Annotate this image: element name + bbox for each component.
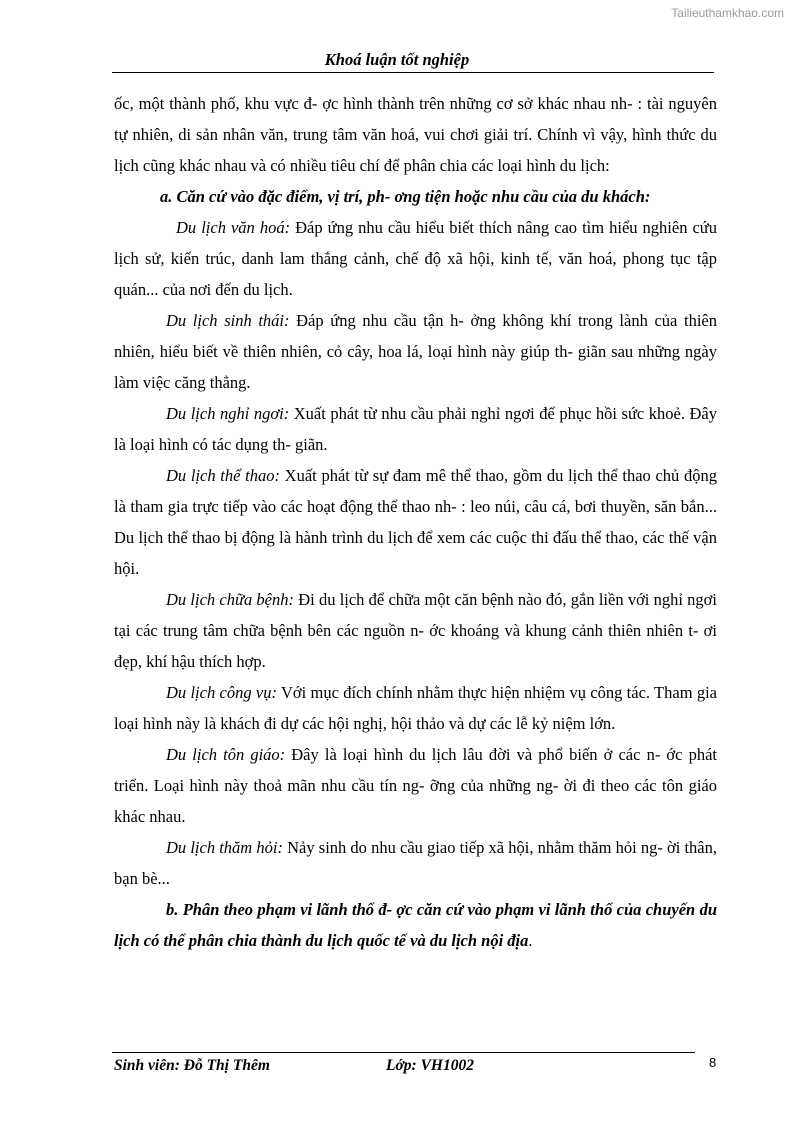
term-label: Du lịch tôn giáo: [166,745,286,764]
section-heading-b-period: . [528,931,533,950]
term-label: Du lịch sinh thái: [166,311,290,330]
page-header-title: Khoá luận tốt nghiệp [324,50,470,69]
term-description: Đáp ứng nhu cầu hiểu biết thích nâng cao tìm hiểu nghiên cứu lịch sử, kiến trúc, danh lam thắng cảnh, chế độ xã hội, kinh tế, văn hoá, phong tục tập quán... của nơi đến du lịch. [114,218,717,299]
footer-class-label: Lớp: VH1002 [386,1057,474,1074]
paragraph-business-tourism [114,677,717,739]
term-label: Du lịch thể thao: [166,466,280,485]
watermark: Tailieuthamkhao.com [671,6,784,20]
term-label: Du lịch văn hoá: [176,218,291,237]
footer-divider [112,1052,695,1053]
term-description: Đáp ứng nhu cầu tận h- ởng không khí trong lành của thiên nhiên, hiểu biết về thiên nhiên, cỏ cây, hoa lá, loại hình này giúp th- giãn sau những ngày làm việc căng thẳng. [114,311,717,392]
paragraph-leisure-tourism [114,398,717,460]
term-label: Du lịch nghỉ ngơi: [166,404,290,423]
footer-student-name: Sinh viên: Đỗ Thị Thêm [114,1057,270,1074]
paragraph-religious-tourism [114,739,717,832]
page-number: 8 [709,1055,717,1070]
term-description: Với mục đích chính nhằm thực hiện nhiệm vụ công tác. Tham gia loại hình này là khách đi dự các hội nghị, hội thảo và dự các lễ kỷ niệm lớn. [114,683,717,733]
section-heading-b [114,894,717,956]
term-description: Xuất phát từ nhu cầu phải nghỉ ngơi để phục hồi sức khoẻ. Đây là loại hình có tác dụng th- giãn. [114,404,717,454]
paragraph-visiting-tourism [114,832,717,894]
section-heading-a: a. Căn cứ vào đặc điểm, vị trí, ph- ơng tiện hoặc nhu cầu của du khách: [160,187,651,206]
intro-paragraph: ốc, một thành phố, khu vực đ- ợc hình thành trên những cơ sở khác nhau nh- : tài nguyên tự nhiên, di sản nhân văn, trung tâm văn hoá, vui chơi giải trí. Chính vì vậy, hình thức du lịch cũng khác nhau và có nhiều tiêu chí để phân chia các loại hình du lịch: [114,94,717,175]
term-description: Đây là loại hình du lịch lâu đời và phổ biến ở các n- ớc phát triển. Loại hình này thoả mãn nhu cầu tín ng- ỡng của những ng- ời đi theo các tôn giáo khác nhau. [114,745,717,826]
paragraph-sports-tourism [114,460,717,584]
term-description: Nảy sinh do nhu cầu giao tiếp xã hội, nhằm thăm hỏi ng- ời thân, bạn bè... [114,838,717,888]
term-label: Du lịch công vụ: [166,683,277,702]
header-divider [112,72,714,73]
term-label: Du lịch chữa bệnh: [166,590,294,609]
section-heading-b-text: b. Phân theo phạm vi lãnh thổ đ- ợc căn cứ vào phạm vi lãnh thổ của chuyến du lịch có thể phân chia thành du lịch quốc tế và du lịch nội địa [114,900,717,950]
page-body [114,88,717,956]
term-description: Đi du lịch để chữa một căn bệnh nào đó, gắn liền với nghỉ ngơi tại các trung tâm chữa bệnh bên các nguồn n- ớc khoáng và khung cảnh thiên nhiên t- ơi đẹp, khí hậu thích hợp. [114,590,717,671]
term-description: Xuất phát từ sự đam mê thể thao, gồm du lịch thể thao chủ động là tham gia trực tiếp vào các hoạt động thể thao nh- : leo núi, câu cá, bơi thuyền, săn bắn... Du lịch thể thao bị động là hành trình du lịch để xem các cuộc thi đấu thể thao, các thế vận hội. [114,466,717,578]
paragraph-medical-tourism [114,584,717,677]
paragraph-cultural-tourism [114,212,717,305]
term-label: Du lịch thăm hỏi: [166,838,283,857]
paragraph-eco-tourism [114,305,717,398]
